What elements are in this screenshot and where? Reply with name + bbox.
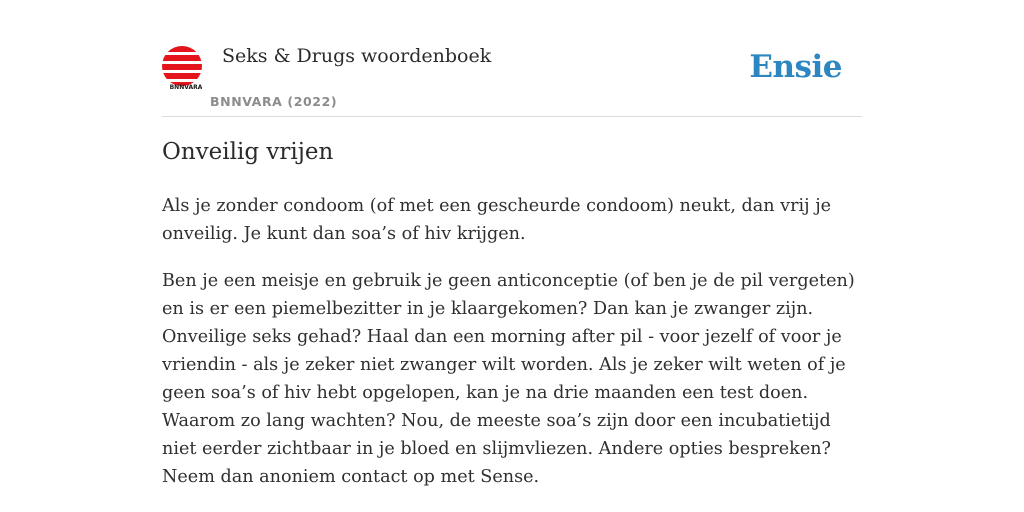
source-meta: BNNVARA (2022) <box>210 94 338 109</box>
bnnvara-logo-icon <box>162 46 202 92</box>
logo-wordmark: BNNVARA <box>169 84 202 91</box>
entry-card <box>162 0 862 487</box>
entry-definition <box>162 192 862 510</box>
definition-paragraph: Als je zonder condoom (of met een gescheurde condoom) neukt, dan vrij je onveilig. Je kunt dan soa’s of hiv krijgen. <box>162 196 832 244</box>
source-header <box>162 0 862 117</box>
source-title[interactable]: Seks & Drugs woordenboek <box>222 45 492 67</box>
ensie-logo[interactable]: Ensie <box>749 49 842 85</box>
definition-paragraph: Ben je een meisje en gebruik je geen anticonceptie (of ben je de pil vergeten) en is er een piemelbezitter in je klaargekomen? Dan kan je zwanger zijn. Onveilige seks gehad? Haal dan een morning after pil - voor jezelf of voor je vriendin - als je zeker niet zwanger wilt worden. Als je zeker wilt weten of je geen soa’s of hiv hebt opgelopen, kan je na drie maanden een test doen. Waarom zo lang wachten? Nou, de meeste soa’s zijn door een incubatietijd niet eerder zichtbaar in je bloed en slijmvliezen. Andere opties bespreken? Neem dan anoniem contact op met Sense. <box>162 271 855 487</box>
entry-term: Onveilig vrijen <box>162 139 334 165</box>
bnnvara-logo[interactable] <box>162 46 202 92</box>
